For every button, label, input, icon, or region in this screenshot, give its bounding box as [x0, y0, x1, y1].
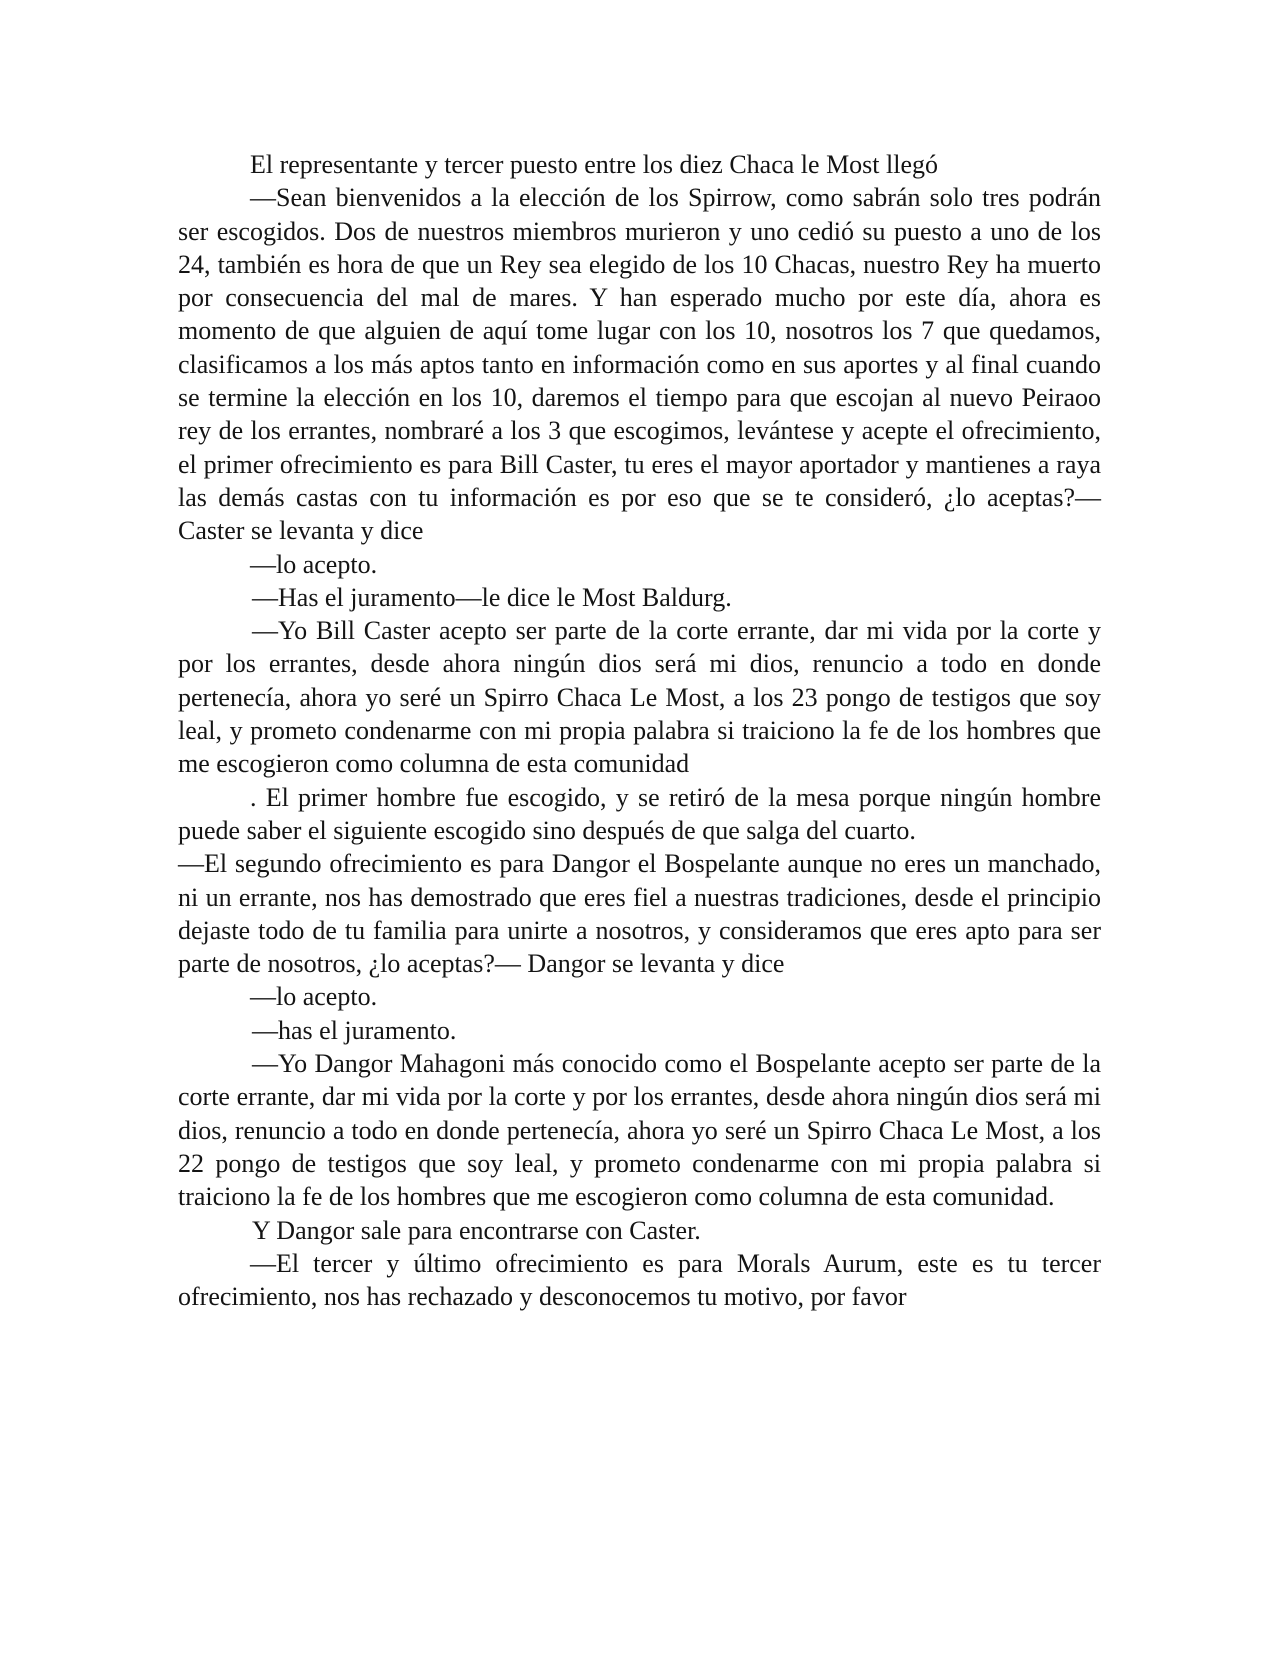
paragraph: —lo acepto. [250, 549, 378, 579]
paragraph: . El primer hombre fue escogido, y se retiró de la mesa porque ningún hombre puede saber el siguiente escogido sino después de que salga del cuarto. [178, 782, 1101, 845]
body-text [178, 148, 1101, 1313]
paragraph: —El tercer y último ofrecimiento es para Morals Aurum, este es tu tercer ofrecimiento, nos has rechazado y desconocemos tu motivo, por favor [178, 1248, 1101, 1312]
paragraph: —Yo Bill Caster acepto ser parte de la corte errante, dar mi vida por la corte y por los errantes, desde ahora ningún dios será mi dios, renuncio a todo en donde pertenecía, ahora yo seré un Spirro Chaca Le Most, a los 23 pongo de testigos que soy leal, y prometo condenarme con mi propia palabra si traiciono la fe de los hombres que me escogieron como columna de esta comunidad [178, 616, 1101, 779]
paragraph: —Has el juramento—le dice le Most Baldurg. [252, 582, 732, 612]
paragraph: —Sean bienvenidos a la elección de los Spirrow, como sabrán solo tres podrán ser escogidos. Dos de nuestros miembros murieron y uno cedió su puesto a uno de los 24, también es hora de que un Rey sea elegido de los 10 Chacas, nuestro Rey ha muerto por consecuencia del mal de mares. Y han esperado mucho por este día, ahora es momento de que alguien de aquí tome lugar con los 10, nosotros los 7 que quedamos, clasificamos a los más aptos tanto en información como en sus aportes y al final cuando se termine la elección en los 10, daremos el tiempo para que escojan al nuevo Peiraoo rey de los errantes, nombraré a los 3 que escogimos, levántese y acepte el ofrecimiento, el primer ofrecimiento es para Bill Caster, tu eres el mayor aportador y mantienes a raya las demás castas con tu información es por eso que se te consideró, ¿lo aceptas?— Caster se levanta y dice [178, 183, 1101, 546]
paragraph: El representante y tercer puesto entre los diez Chaca le Most llegó [250, 150, 939, 179]
paragraph: Y Dangor sale para encontrarse con Caster. [252, 1215, 701, 1245]
paragraph: —El segundo ofrecimiento es para Dangor el Bospelante aunque no eres un manchado, ni un errante, nos has demostrado que eres fiel a nuestras tradiciones, desde el principio dejaste todo de tu familia para unirte a nosotros, y consideramos que eres apto para ser parte de nosotros, ¿lo aceptas?— Dangor se levanta y dice [178, 849, 1101, 979]
paragraph: —has el juramento. [252, 1015, 457, 1045]
paragraph: —Yo Dangor Mahagoni más conocido como el Bospelante acepto ser parte de la corte errante, dar mi vida por la corte y por los errantes, desde ahora ningún dios será mi dios, renuncio a todo en donde pertenecía, ahora yo seré un Spirro Chaca Le Most, a los 22 pongo de testigos que soy leal, y prometo condenarme con mi propia palabra si traiciono la fe de los hombres que me escogieron como columna de esta comunidad. [178, 1049, 1101, 1212]
paragraph: —lo acepto. [250, 982, 378, 1012]
